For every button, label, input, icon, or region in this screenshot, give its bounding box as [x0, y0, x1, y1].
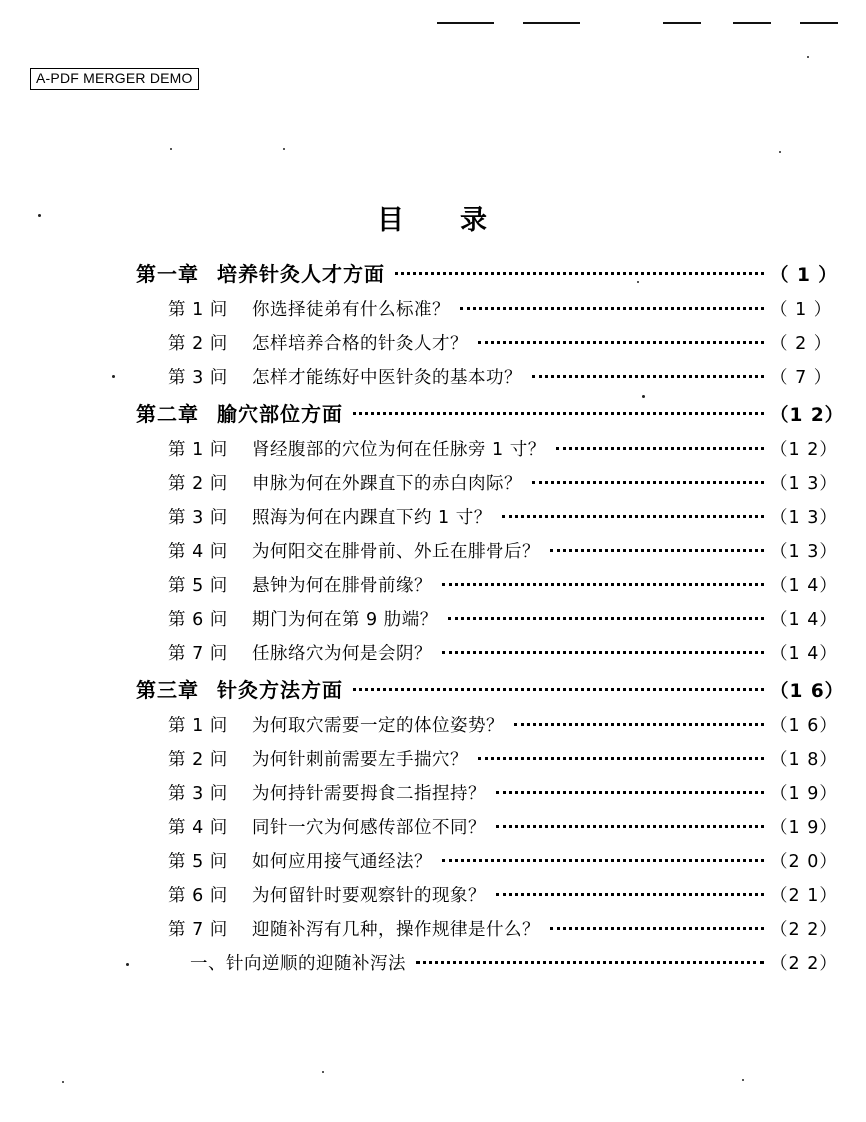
toc-dot-leader — [460, 298, 764, 316]
toc-dot-leader — [496, 782, 764, 800]
toc-entry-label: 第 2 问 — [168, 474, 228, 494]
scan-mark-5 — [800, 22, 838, 24]
toc-entry-label: 第 7 问 — [168, 644, 228, 664]
scan-mark-2 — [523, 22, 580, 24]
toc-entry-title: 为何取穴需要一定的体位姿势？ — [252, 716, 504, 736]
toc-page-number: （2 0） — [770, 852, 838, 872]
toc-entry-title: 你选择徒弟有什么标准？ — [252, 300, 450, 320]
page-title-right: 录 — [460, 205, 489, 236]
toc-dot-leader — [448, 608, 764, 626]
toc-entry-row[interactable] — [0, 330, 866, 364]
toc-entry-label: 第 1 问 — [168, 300, 228, 320]
toc-entry-title: 一、针向逆顺的迎随补泻法 — [190, 954, 406, 974]
scan-speckle-5 — [637, 281, 639, 283]
toc-entry-label: 第 4 问 — [168, 542, 228, 562]
scan-speckle-8 — [126, 963, 129, 966]
toc-entry-row[interactable] — [0, 916, 866, 950]
scan-speckle-2 — [112, 375, 115, 378]
toc-entry-title: 腧穴部位方面 — [217, 402, 343, 426]
toc-page-number: （1 9） — [770, 784, 838, 804]
toc-entry-label: 第 1 问 — [168, 440, 228, 460]
toc-entry-title: 为何留针时要观察针的现象？ — [252, 886, 486, 906]
toc-entry-label: 第 4 问 — [168, 818, 228, 838]
toc-page-number: （ 1 ） — [770, 300, 833, 320]
toc-page-number: （ 7 ） — [770, 368, 833, 388]
toc-entry-row[interactable] — [0, 572, 866, 606]
toc-entry-label: 第二章 — [136, 402, 199, 426]
scan-speckle-7 — [779, 151, 781, 153]
toc-entry-label: 第 2 问 — [168, 750, 228, 770]
scan-mark-4 — [733, 22, 771, 24]
toc-page-number: （2 2） — [770, 954, 838, 974]
toc-dot-leader — [496, 816, 764, 834]
toc-entry-title: 为何阳交在腓骨前、外丘在腓骨后？ — [252, 542, 540, 562]
toc-entry-title: 同针一穴为何感传部位不同？ — [252, 818, 486, 838]
toc-entry-row[interactable] — [0, 296, 866, 330]
table-of-contents — [0, 258, 866, 984]
toc-dot-leader — [442, 574, 764, 592]
toc-entry-label: 第 3 问 — [168, 508, 228, 528]
toc-page-number: （1 6） — [770, 716, 838, 736]
scan-mark-1 — [437, 22, 494, 24]
toc-page-number: （1 9） — [770, 818, 838, 838]
toc-entry-label: 第 1 问 — [168, 716, 228, 736]
toc-entry-row[interactable] — [0, 882, 866, 916]
toc-page-number: （1 3） — [770, 508, 838, 528]
toc-dot-leader — [442, 850, 764, 868]
toc-entry-label: 第 5 问 — [168, 852, 228, 872]
toc-entry-label: 第一章 — [136, 262, 199, 286]
toc-dot-leader — [550, 918, 764, 936]
toc-dot-leader — [353, 677, 764, 697]
toc-entry-title: 期门为何在第 9 肋端？ — [252, 610, 438, 630]
toc-page-number: （2 2） — [770, 920, 838, 940]
toc-page-number: （1 2） — [770, 440, 838, 460]
toc-page-number: （2 1） — [770, 886, 838, 906]
toc-entry-row[interactable] — [0, 436, 866, 470]
toc-entry-row[interactable] — [0, 814, 866, 848]
toc-entry-title: 怎样才能练好中医针灸的基本功？ — [252, 368, 522, 388]
toc-entry-label: 第 6 问 — [168, 610, 228, 630]
toc-entry-title: 申脉为何在外踝直下的赤白肉际？ — [252, 474, 522, 494]
toc-page-number: （1 3） — [770, 542, 838, 562]
toc-entry-title: 为何持针需要拇食二指捏持？ — [252, 784, 486, 804]
toc-page-number: （1 4） — [770, 610, 838, 630]
toc-dot-leader — [550, 540, 764, 558]
toc-entry-title: 迎随补泻有几种，操作规律是什么？ — [252, 920, 540, 940]
toc-entry-label: 第 3 问 — [168, 368, 228, 388]
toc-entry-title: 怎样培养合格的针灸人才？ — [252, 334, 468, 354]
toc-page-number: （1 2） — [770, 405, 845, 426]
toc-entry-title: 照海为何在内踝直下约 1 寸？ — [252, 508, 492, 528]
toc-subentry-row[interactable] — [0, 950, 866, 984]
toc-dot-leader — [532, 366, 764, 384]
toc-dot-leader — [442, 642, 764, 660]
toc-page-number: （1 4） — [770, 644, 838, 664]
toc-entry-row[interactable] — [0, 780, 866, 814]
scan-speckle-3 — [170, 148, 172, 150]
toc-entry-row[interactable] — [0, 640, 866, 674]
toc-entry-row[interactable] — [0, 712, 866, 746]
toc-entry-label: 第 2 问 — [168, 334, 228, 354]
toc-entry-title: 任脉络穴为何是会阴？ — [252, 644, 432, 664]
scan-speckle-9 — [62, 1081, 64, 1083]
toc-entry-label: 第三章 — [136, 678, 199, 702]
toc-entry-title: 如何应用接气通经法？ — [252, 852, 432, 872]
toc-entry-title: 为何针刺前需要左手揣穴？ — [252, 750, 468, 770]
scan-mark-3 — [663, 22, 701, 24]
toc-entry-label: 第 6 问 — [168, 886, 228, 906]
scan-speckle-12 — [807, 56, 809, 58]
toc-entry-title: 培养针灸人才方面 — [217, 262, 385, 286]
scan-speckle-6 — [642, 395, 645, 398]
toc-entry-label: 第 5 问 — [168, 576, 228, 596]
toc-page-number: （1 6） — [770, 681, 845, 702]
toc-dot-leader — [514, 714, 764, 732]
toc-page-number: （1 3） — [770, 474, 838, 494]
toc-page-number: （1 4） — [770, 576, 838, 596]
toc-chapter-row[interactable] — [0, 398, 866, 436]
toc-dot-leader — [353, 401, 764, 421]
toc-dot-leader — [478, 332, 764, 350]
page-title-left: 目 — [377, 205, 406, 236]
toc-entry-title: 针灸方法方面 — [217, 678, 343, 702]
toc-entry-row[interactable] — [0, 504, 866, 538]
toc-entry-label: 第 7 问 — [168, 920, 228, 940]
scan-speckle-1 — [38, 214, 41, 217]
toc-dot-leader — [395, 261, 764, 281]
toc-page-number: （1 8） — [770, 750, 838, 770]
toc-chapter-row[interactable] — [0, 674, 866, 712]
toc-entry-title: 肾经腹部的穴位为何在任脉旁 1 寸？ — [252, 440, 546, 460]
toc-page-number: （ 2 ） — [770, 334, 833, 354]
toc-entry-row[interactable] — [0, 848, 866, 882]
page-title — [0, 198, 866, 237]
toc-dot-leader — [496, 884, 764, 902]
toc-entry-row[interactable] — [0, 606, 866, 640]
toc-entry-row[interactable] — [0, 538, 866, 572]
toc-dot-leader — [416, 952, 764, 970]
scan-speckle-11 — [742, 1079, 744, 1081]
toc-dot-leader — [556, 438, 764, 456]
toc-entry-title: 悬钟为何在腓骨前缘？ — [252, 576, 432, 596]
toc-entry-row[interactable] — [0, 746, 866, 780]
toc-entry-row[interactable] — [0, 364, 866, 398]
toc-entry-label: 第 3 问 — [168, 784, 228, 804]
watermark-badge: A-PDF MERGER DEMO — [30, 68, 199, 90]
toc-chapter-row[interactable] — [0, 258, 866, 296]
scan-speckle-4 — [283, 148, 285, 150]
toc-dot-leader — [478, 748, 764, 766]
scan-registration-marks — [0, 22, 866, 26]
scan-speckle-10 — [322, 1071, 324, 1073]
toc-dot-leader — [502, 506, 764, 524]
toc-page-number: （ 1 ） — [770, 265, 838, 286]
toc-dot-leader — [532, 472, 764, 490]
toc-entry-row[interactable] — [0, 470, 866, 504]
